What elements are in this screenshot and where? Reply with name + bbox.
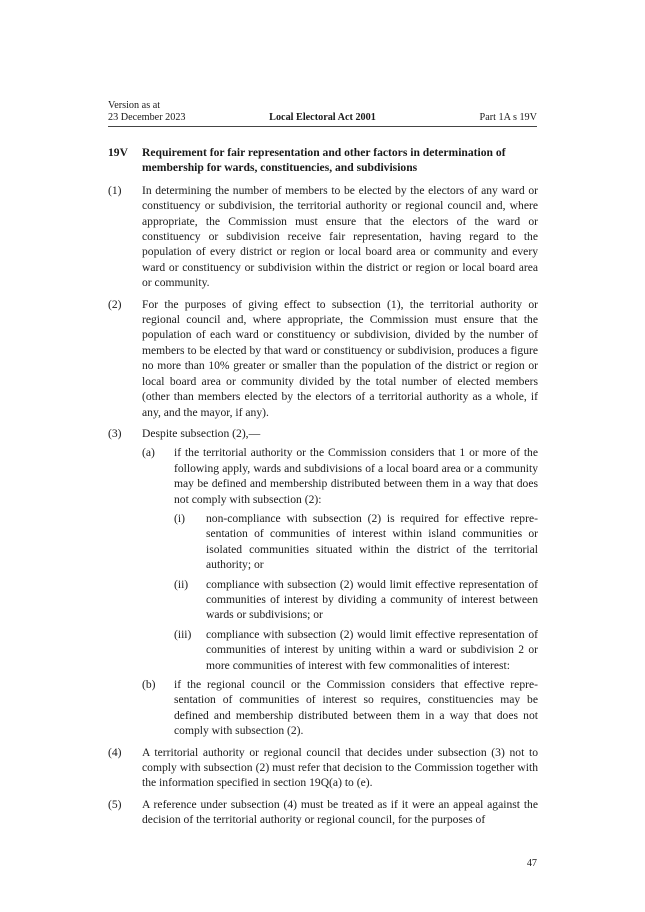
subparagraph-number: (ii) bbox=[174, 577, 189, 591]
header-rule bbox=[108, 126, 537, 127]
subsection-text: In determining the number of members to be elected by the electors of any ward or constituency or subdivision, the territorial authority or regional council and, where appropriate, the Commission must ensure that the electors of the ward or constituency or subdivision receive fair representation, having regard to the population of every district or region or local board area or community and every ward or constituency or subdivision within the district or region or local board area or community. bbox=[142, 183, 538, 290]
paragraph-number: (a) bbox=[142, 446, 155, 460]
section-number: 19V bbox=[108, 146, 128, 159]
subsection-text: For the purposes of giving effect to subsection (1), the territorial authority or regional council and, where appropriate, the Commission must ensure that the population of each ward or constituency or subdivision, divided by the number of members to be elected by that ward or constituency or subdivision, produces a figure no more than 10% greater or smaller than the population of the district or region or local board area or community divided by the total number of elected members (other than members elected by the electors of a territorial authority as a whole, if any, and the mayor, if any). bbox=[142, 297, 538, 419]
paragraph-text: if the regional council or the Commission considers that effective representation of communities of interest so requires, constituencies may be defined and membership distributed between them in a way that does not comply with subsection (2). bbox=[174, 678, 538, 738]
subparagraph-ii bbox=[174, 577, 538, 623]
subsection-text: A territorial authority or regional council that decides under subsection (3) not to comply with subsection (2) must refer that decision to the Commission together with the information specified in section 19Q(a) to (e). bbox=[142, 745, 538, 790]
section-title: Requirement for fair representation and other factors in determination of membership for wards, constituencies, and subdivisions bbox=[142, 146, 506, 175]
subparagraph-text: non-compliance with subsection (2) is required for effective representation of communities of interest within island communities or isolated communities situated within the district of the territorial authority; or bbox=[206, 511, 538, 572]
subsection-text: A reference under subsection (4) must be treated as if it were an appeal against the decision of the territorial authority or regional council, for the purposes of bbox=[142, 797, 538, 827]
subparagraph-number: (i) bbox=[174, 511, 185, 525]
subsection-number: (5) bbox=[108, 797, 122, 811]
subsection-text: Despite subsection (2),— bbox=[142, 426, 261, 440]
act-title: Local Electoral Act 2001 bbox=[269, 112, 376, 123]
part-reference: Part 1A s 19V bbox=[479, 112, 537, 123]
subsection-1 bbox=[108, 183, 538, 291]
subparagraph-text: compliance with subsection (2) would limit effective representation of communities of interest by dividing a community of interest between wards or subdivisions; or bbox=[206, 577, 538, 622]
subparagraph-iii bbox=[174, 627, 538, 673]
subsection-5 bbox=[108, 797, 538, 828]
subsection-number: (4) bbox=[108, 745, 122, 759]
section-body bbox=[108, 145, 538, 834]
section-heading bbox=[108, 145, 538, 176]
subparagraph-i bbox=[174, 511, 538, 573]
paragraph-b bbox=[142, 677, 538, 739]
subsection-3 bbox=[108, 426, 538, 739]
paragraph-number: (b) bbox=[142, 678, 156, 691]
subsection-number: (2) bbox=[108, 297, 122, 311]
subsection-number: (1) bbox=[108, 183, 122, 197]
subsection-number: (3) bbox=[108, 426, 122, 440]
page-number: 47 bbox=[526, 858, 537, 869]
paragraph-a bbox=[142, 445, 538, 673]
paragraph-text: if the territorial authority or the Commission considers that 1 or more of the following apply, wards and subdivisions of a local board area or a community may be defined and membership distributed between them in a way that does not comply with subsection (2): bbox=[174, 446, 538, 506]
version-label: Version as at bbox=[108, 100, 161, 111]
subsection-2 bbox=[108, 297, 538, 420]
version-date: 23 December 2023 bbox=[108, 112, 186, 123]
subsection-4 bbox=[108, 745, 538, 791]
subparagraph-text: compliance with subsection (2) would limit effective representation of communities of interest by uniting within a ward or subdivision 2 or more communities of interest with few commonalities of interest: bbox=[206, 627, 538, 672]
subparagraph-number: (iii) bbox=[174, 627, 192, 641]
